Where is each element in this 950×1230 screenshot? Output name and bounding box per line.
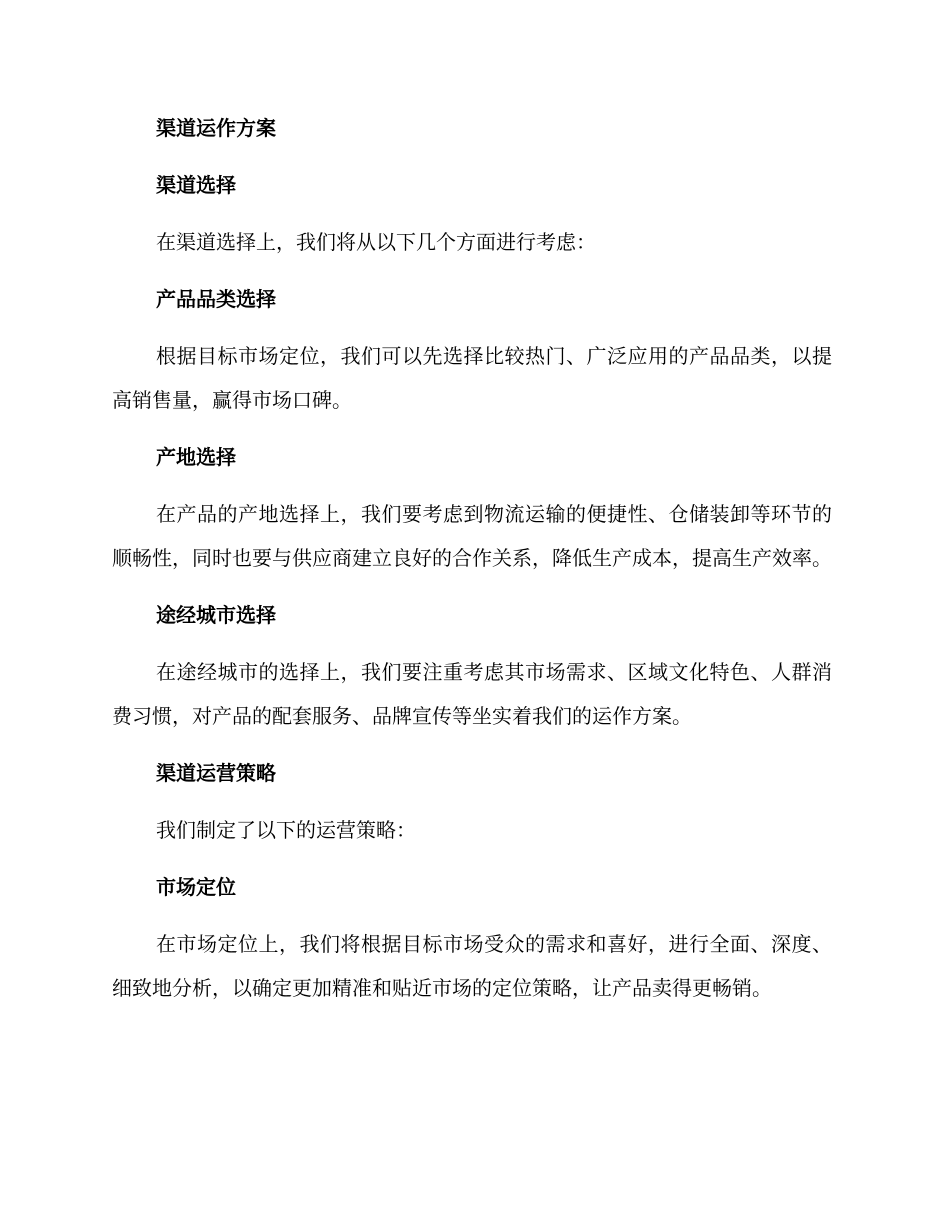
paragraph-market-positioning: 在市场定位上，我们将根据目标市场受众的需求和喜好，进行全面、深度、细致地分析，以确定更加精准和贴近市场的定位策略，让产品卖得更畅销。 bbox=[112, 932, 832, 1000]
section-heading-operation-strategy: 渠道运营策略 bbox=[156, 761, 276, 785]
document-body bbox=[112, 106, 832, 1010]
subheading-transit-city: 途经城市选择 bbox=[156, 603, 276, 627]
subheading-market-positioning: 市场定位 bbox=[156, 875, 236, 899]
paragraph-product-category: 根据目标市场定位，我们可以先选择比较热门、广泛应用的产品品类，以提高销售量，赢得市场口碑。 bbox=[112, 344, 832, 412]
document-title: 渠道运作方案 bbox=[156, 116, 276, 140]
paragraph-transit-city: 在途经城市的选择上，我们要注重考虑其市场需求、区域文化特色、人群消费习惯，对产品的配套服务、品牌宣传等坐实着我们的运作方案。 bbox=[112, 660, 832, 728]
paragraph-origin: 在产品的产地选择上，我们要考虑到物流运输的便捷性、仓储装卸等环节的顺畅性，同时也要与供应商建立良好的合作关系，降低生产成本，提高生产效率。 bbox=[112, 502, 832, 570]
paragraph-channel-selection-intro: 在渠道选择上，我们将从以下几个方面进行考虑： bbox=[156, 230, 596, 254]
section-heading-channel-selection: 渠道选择 bbox=[156, 173, 236, 197]
subheading-product-category: 产品品类选择 bbox=[156, 287, 276, 311]
subheading-origin: 产地选择 bbox=[156, 445, 236, 469]
paragraph-operation-strategy-intro: 我们制定了以下的运营策略： bbox=[156, 818, 416, 842]
